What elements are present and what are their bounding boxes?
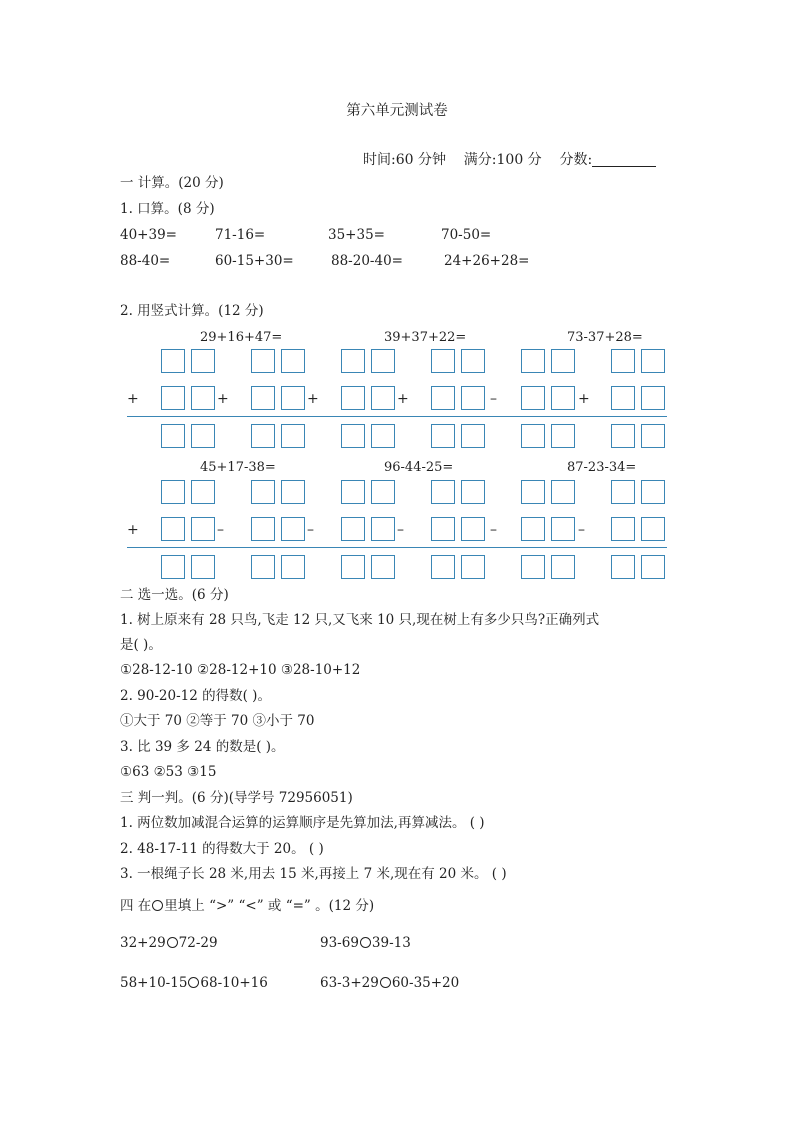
- digit-box[interactable]: [161, 555, 185, 579]
- operator-sign: –: [490, 391, 497, 407]
- digit-box[interactable]: [611, 424, 635, 448]
- digit-box[interactable]: [611, 517, 635, 541]
- digit-box[interactable]: [461, 349, 485, 373]
- section-3-heading: 三 判一判。(6 分)(导学号 72956051): [120, 790, 353, 806]
- digit-box[interactable]: [611, 555, 635, 579]
- digit-box[interactable]: [161, 386, 185, 410]
- oral-item: 70-50=: [441, 227, 492, 243]
- digit-box[interactable]: [251, 386, 275, 410]
- calc-divider-line: [127, 547, 667, 548]
- digit-box[interactable]: [191, 386, 215, 410]
- operator-sign: –: [578, 522, 585, 538]
- digit-box[interactable]: [431, 349, 455, 373]
- digit-box[interactable]: [551, 517, 575, 541]
- digit-box[interactable]: [641, 424, 665, 448]
- section-4-heading-b: 里填上 “>” “<” 或 “=” 。(12 分): [164, 898, 375, 914]
- digit-box[interactable]: [281, 555, 305, 579]
- answer-circle[interactable]: [360, 937, 371, 948]
- compare-item: [320, 937, 411, 951]
- section-4-heading: [120, 900, 374, 914]
- compare-left: 32+29: [120, 935, 166, 951]
- compare-right: 60-35+20: [391, 975, 460, 991]
- digit-box[interactable]: [371, 555, 395, 579]
- time-limit: 时间:60 分钟: [363, 152, 446, 168]
- digit-box[interactable]: [251, 555, 275, 579]
- digit-box[interactable]: [251, 424, 275, 448]
- judge-q3: 3. 一根绳子长 28 米,用去 15 米,再接上 7 米,现在有 20 米。 ( ): [120, 866, 507, 882]
- digit-box[interactable]: [161, 480, 185, 504]
- compare-left: 63-3+29: [320, 975, 379, 991]
- compare-right: 39-13: [371, 935, 411, 951]
- digit-box[interactable]: [341, 517, 365, 541]
- digit-box[interactable]: [161, 517, 185, 541]
- vertical-expression: 73-37+28=: [567, 330, 643, 345]
- vertical-expression: 45+17-38=: [200, 460, 276, 475]
- full-score: 满分:100 分: [463, 152, 542, 168]
- choice-q1-cont: 是( )。: [120, 637, 162, 653]
- exam-meta: [363, 153, 656, 167]
- digit-box[interactable]: [341, 386, 365, 410]
- oral-item: 40+39=: [120, 227, 177, 243]
- compare-item: [120, 937, 218, 951]
- compare-item: [320, 977, 459, 991]
- digit-box[interactable]: [341, 555, 365, 579]
- digit-box[interactable]: [341, 424, 365, 448]
- digit-box[interactable]: [431, 555, 455, 579]
- judge-q1: 1. 两位数加减混合运算的运算顺序是先算加法,再算减法。 ( ): [120, 815, 485, 831]
- section-2-heading: 二 选一选。(6 分): [120, 587, 229, 603]
- digit-box[interactable]: [551, 480, 575, 504]
- operator-sign: +: [307, 391, 319, 407]
- operator-sign: +: [578, 391, 590, 407]
- digit-box[interactable]: [251, 349, 275, 373]
- digit-box[interactable]: [191, 349, 215, 373]
- q1-label: 1. 口算。(8 分): [120, 201, 215, 217]
- operator-sign: –: [217, 522, 224, 538]
- answer-circle[interactable]: [188, 977, 199, 988]
- digit-box[interactable]: [551, 349, 575, 373]
- choice-q2-options: ①大于 70 ②等于 70 ③小于 70: [120, 713, 315, 729]
- digit-box[interactable]: [431, 517, 455, 541]
- choice-q3: 3. 比 39 多 24 的数是( )。: [120, 739, 285, 755]
- section-1-heading: 一 计算。(20 分): [120, 175, 224, 191]
- operator-sign: +: [127, 522, 139, 538]
- digit-box[interactable]: [521, 517, 545, 541]
- vertical-expression: 29+16+47=: [200, 330, 283, 345]
- answer-circle[interactable]: [380, 977, 391, 988]
- oral-item: 60-15+30=: [215, 253, 294, 269]
- digit-box[interactable]: [551, 555, 575, 579]
- digit-box[interactable]: [191, 424, 215, 448]
- compare-right: 72-29: [178, 935, 218, 951]
- operator-sign: –: [397, 522, 404, 538]
- choice-q3-options: ①63 ②53 ③15: [120, 764, 217, 780]
- digit-box[interactable]: [641, 349, 665, 373]
- compare-item: [120, 977, 268, 991]
- oral-item: 71-16=: [215, 227, 266, 243]
- choice-q1: 1. 树上原来有 28 只鸟,飞走 12 只,又飞来 10 只,现在树上有多少只鸟?正确列式: [120, 612, 600, 628]
- digit-box[interactable]: [461, 386, 485, 410]
- digit-box[interactable]: [281, 480, 305, 504]
- digit-box[interactable]: [461, 480, 485, 504]
- digit-box[interactable]: [611, 480, 635, 504]
- digit-box[interactable]: [371, 386, 395, 410]
- operator-sign: –: [490, 522, 497, 538]
- operator-sign: +: [217, 391, 229, 407]
- compare-right: 68-10+16: [200, 975, 268, 991]
- digit-box[interactable]: [641, 517, 665, 541]
- digit-box[interactable]: [251, 480, 275, 504]
- digit-box[interactable]: [431, 424, 455, 448]
- digit-box[interactable]: [641, 480, 665, 504]
- digit-box[interactable]: [521, 424, 545, 448]
- digit-box[interactable]: [551, 424, 575, 448]
- section-4-heading-a: 四 在: [120, 898, 152, 914]
- digit-box[interactable]: [521, 349, 545, 373]
- judge-q2: 2. 48-17-11 的得数大于 20。 ( ): [120, 841, 324, 857]
- score-blank[interactable]: [592, 153, 656, 167]
- circle-icon: [152, 900, 163, 911]
- digit-box[interactable]: [461, 517, 485, 541]
- digit-box[interactable]: [281, 349, 305, 373]
- digit-box[interactable]: [521, 555, 545, 579]
- page-title: 第六单元测试卷: [346, 103, 448, 119]
- vertical-expression: 87-23-34=: [567, 460, 637, 475]
- digit-box[interactable]: [431, 386, 455, 410]
- digit-box[interactable]: [161, 424, 185, 448]
- oral-item: 24+26+28=: [444, 253, 530, 269]
- calc-divider-line: [127, 416, 667, 417]
- answer-circle[interactable]: [167, 937, 178, 948]
- digit-box[interactable]: [371, 349, 395, 373]
- digit-box[interactable]: [461, 424, 485, 448]
- oral-item: 88-20-40=: [331, 253, 403, 269]
- vertical-expression: 39+37+22=: [384, 330, 467, 345]
- digit-box[interactable]: [191, 517, 215, 541]
- digit-box[interactable]: [551, 386, 575, 410]
- digit-box[interactable]: [431, 480, 455, 504]
- digit-box[interactable]: [191, 480, 215, 504]
- digit-box[interactable]: [251, 517, 275, 541]
- digit-box[interactable]: [161, 349, 185, 373]
- digit-box[interactable]: [281, 424, 305, 448]
- choice-q1-options: ①28-12-10 ②28-12+10 ③28-10+12: [120, 662, 361, 678]
- operator-sign: +: [127, 391, 139, 407]
- digit-box[interactable]: [461, 555, 485, 579]
- digit-box[interactable]: [341, 480, 365, 504]
- digit-box[interactable]: [521, 480, 545, 504]
- digit-box[interactable]: [371, 424, 395, 448]
- score-label: 分数:: [559, 152, 593, 168]
- digit-box[interactable]: [371, 480, 395, 504]
- q2-label: 2. 用竖式计算。(12 分): [120, 303, 264, 319]
- digit-box[interactable]: [371, 517, 395, 541]
- digit-box[interactable]: [611, 349, 635, 373]
- operator-sign: –: [307, 522, 314, 538]
- compare-left: 58+10-15: [120, 975, 188, 991]
- digit-box[interactable]: [641, 555, 665, 579]
- operator-sign: +: [397, 391, 409, 407]
- digit-box[interactable]: [521, 386, 545, 410]
- vertical-expression: 96-44-25=: [384, 460, 454, 475]
- digit-box[interactable]: [281, 517, 305, 541]
- choice-q2: 2. 90-20-12 的得数( )。: [120, 688, 271, 704]
- digit-box[interactable]: [641, 386, 665, 410]
- digit-box[interactable]: [281, 386, 305, 410]
- digit-box[interactable]: [611, 386, 635, 410]
- oral-item: 35+35=: [328, 227, 385, 243]
- oral-item: 88-40=: [120, 253, 171, 269]
- compare-left: 93-69: [320, 935, 359, 951]
- digit-box[interactable]: [191, 555, 215, 579]
- digit-box[interactable]: [341, 349, 365, 373]
